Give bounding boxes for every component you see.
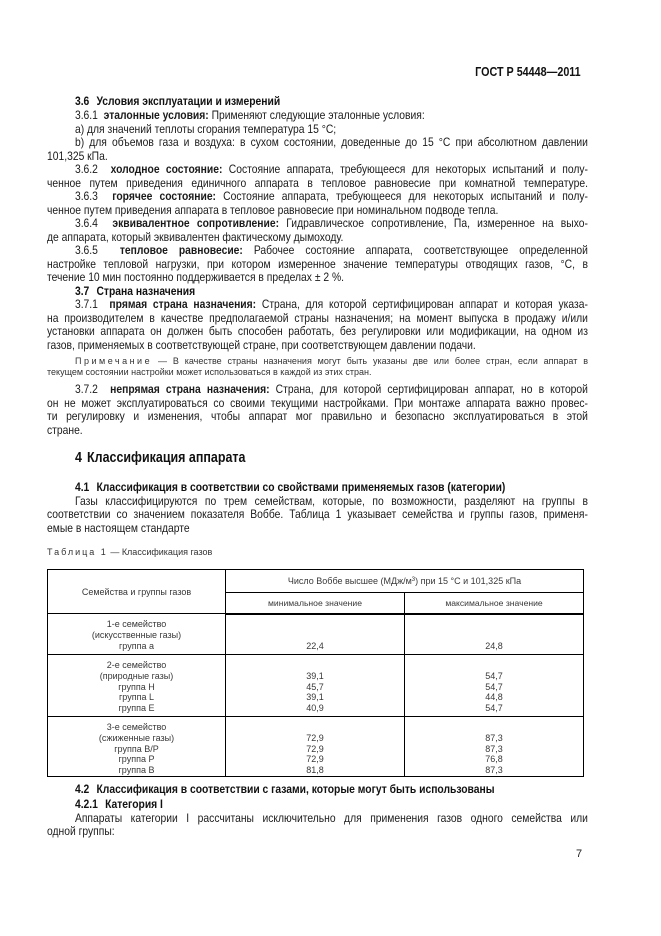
term: эталонные условия:: [103, 109, 209, 123]
term: эквивалентное сопротивление:: [112, 217, 280, 231]
paragraph-3-7-1-line-4: газов, применяемых в соответствующей стране, при соответствующем давлении подачи.: [47, 338, 476, 352]
paragraph-4-1-line-1: Газы классифицируются по трем семействам, которые, по возможности, разделяют на группы в: [74, 494, 588, 508]
paragraph-3-6-5-line-2: настройке тепловой нагрузки, при котором измеренное значение температуры отводящих газов, °С, в: [47, 257, 588, 271]
paragraph-3-6-4-line-1: [47, 217, 588, 231]
max-value: 24,8: [485, 641, 503, 652]
heading-title: Классификация в соответствии со свойствами применяемых газов (категории): [96, 481, 506, 495]
definition-text: Применяют следующие эталонные условия:: [211, 109, 425, 123]
heading-number: 4.1: [74, 481, 90, 495]
heading-title: Классификация аппарата: [87, 450, 246, 466]
max-value: 54,7: [485, 681, 503, 692]
wobbe-header-text: Число Воббе высшее (МДж/м: [287, 576, 412, 586]
section-4-2: [47, 782, 588, 839]
min-value: 40,9: [306, 703, 324, 714]
clause-number: 3.7.2: [74, 383, 98, 397]
max-value: [405, 722, 583, 733]
paragraph-4-2-1-line-1: Аппараты категории I рассчитаны исключительно для применения газов одного семейства или: [74, 811, 588, 825]
family-cell: [48, 717, 226, 777]
section-4-heading-block: [47, 449, 588, 467]
family-line: 1-е семейство: [106, 619, 167, 629]
table-caption-title: — Классификация газов: [110, 546, 213, 557]
min-value: 72,9: [306, 743, 324, 754]
min-value: [226, 620, 404, 631]
table-caption: [47, 547, 588, 558]
heading-title: Страна назначения: [96, 284, 196, 298]
paragraph-3-7-2-line-3: ти регулировку и изменения, чтобы аппарат мог правильно и безопасно эксплуатироваться в этой: [47, 410, 588, 424]
max-value: [405, 630, 583, 641]
clause-number: 3.6.2: [74, 163, 98, 177]
family-line: 3-е семейство: [106, 722, 167, 732]
family-line: группа E: [118, 703, 155, 714]
family-line: группа P: [118, 754, 155, 765]
family-line: группа B: [118, 765, 155, 776]
definition-text: Состояние аппарата, требующееся для некоторых испытаний и полу-: [223, 190, 588, 204]
term: холодное состояние:: [110, 163, 223, 177]
family-line: группа B/P: [114, 743, 159, 754]
max-value-cell: [405, 717, 584, 777]
paragraph-3-7-2-line-4: стране.: [47, 423, 83, 437]
min-value-cell: [226, 717, 405, 777]
paragraph-4-2-1-line-2: одной группы:: [47, 825, 115, 839]
heading-3-7: [47, 285, 588, 299]
heading-3-6: [47, 94, 588, 109]
term: горячее состояние:: [112, 190, 217, 204]
min-value: 22,4: [306, 641, 324, 652]
page-number: 7: [576, 848, 583, 860]
paragraph-3-6-4-line-2: де аппарата, который эквивалентен фактическому дымоходу.: [47, 230, 344, 244]
term: прямая страна назначения:: [109, 298, 257, 312]
list-item-b-line-2: 101,325 кПа.: [47, 149, 108, 163]
min-value-cell: [226, 614, 405, 655]
table-header-row-1: [48, 570, 584, 593]
heading-number: 3.7: [74, 284, 90, 298]
clause-number: 3.7.1: [74, 298, 98, 312]
wobbe-header-superscript: 3: [411, 577, 416, 583]
paragraph-3-7-1-line-2: на производителем в качестве предполагаемой страны назначения; на момент выпуска в продажу и/или: [47, 311, 588, 325]
definition-text: Состояние аппарата, требующееся для некоторых испытаний и полу-: [228, 163, 588, 177]
paragraph-3-6-2-line-1: [47, 163, 588, 177]
clause-number: 3.6.4: [74, 217, 98, 231]
max-value: 44,8: [485, 692, 503, 703]
term: тепловое равновесие:: [119, 244, 243, 258]
term: непрямая страна назначения:: [110, 383, 270, 397]
max-value: [405, 620, 583, 631]
definition-text: Гидравлическое сопротивление, Па, измеренное на выхо-: [286, 217, 588, 231]
min-value: 45,7: [306, 681, 324, 692]
section-4-1: [47, 481, 588, 535]
max-value: 87,3: [485, 765, 503, 776]
family-cell: [48, 655, 226, 717]
family-line: 2-е семейство: [106, 660, 167, 670]
heading-4-1: [47, 481, 588, 495]
definition-text: Страна, для которой сертифицирован аппарат и которая указа-: [261, 298, 588, 312]
paragraph-3-7-1-line-3: установки аппарата он должен быть способен работать, без регулировки или модификации, на одном из: [47, 325, 588, 339]
definition-text: Рабочее состояние аппарата, соответствующее определенной: [253, 244, 588, 258]
heading-number: 4: [74, 450, 82, 466]
max-value-cell: [405, 614, 584, 655]
min-value: 81,8: [306, 765, 324, 776]
clause-number: 3.6.5: [74, 244, 98, 258]
note-label: Примечание: [75, 355, 153, 366]
paragraph-4-1-line-3: емые в настоящем стандарте: [47, 521, 190, 535]
clause-number: 3.6.1: [74, 109, 98, 123]
min-value: 39,1: [306, 692, 324, 703]
min-value: [226, 722, 404, 733]
note-line-2: текущем состоянии настройки может использоваться в каждой из этих стран.: [47, 366, 372, 377]
min-value-cell: [226, 655, 405, 717]
heading-number: 3.6: [74, 94, 90, 109]
table-row: [48, 655, 584, 717]
table-row: [48, 614, 584, 655]
paragraph-3-6-3-line-1: [47, 190, 588, 204]
paragraph-3-6-3-line-2: ченное путем приведения аппарата в тепловое равновесие при номинальном подводе тепла.: [47, 203, 499, 217]
definition-text: Страна, для которой сертифицирован аппарат, но в которой: [275, 383, 588, 397]
col-header-max: максимальное значение: [405, 593, 584, 614]
max-value: 76,8: [485, 754, 503, 765]
paragraph-3-6-1: [47, 109, 588, 123]
list-item-b-line-1: b) для объемов газа и воздуха: в сухом состоянии, доведенные до 15 °С при абсолютном давлении: [74, 136, 588, 150]
heading-title: Условия эксплуатации и измерений: [96, 94, 281, 109]
family-line: (сжиженные газы): [98, 732, 175, 743]
paragraph-4-1-line-2: соответствии со значением показателя Воббе. Таблица 1 указывает семейства и группы газов, применя-: [47, 508, 588, 522]
clause-number: 3.6.3: [74, 190, 98, 204]
wobbe-header-text-end: ) при 15 °С и 101,325 кПа: [415, 576, 522, 586]
heading-number: 4.2.1: [74, 796, 98, 811]
min-value: [226, 660, 404, 671]
document-code-header: ГОСТ Р 54448—2011: [475, 65, 581, 79]
family-line: группа H: [118, 681, 155, 692]
family-line: группа а: [119, 640, 154, 651]
heading-4-2-1: [47, 797, 588, 812]
table-row: [48, 717, 584, 777]
paragraph-3-7-2-line-1: [47, 383, 588, 397]
table-caption-label: Таблица 1: [47, 546, 108, 557]
paragraph-3-7-2-line-2: он не может эксплуатироваться со своими текущими настройками. При монтаже аппарата важно провес-: [47, 396, 588, 410]
note-line-1: [47, 356, 588, 367]
heading-title: Категория I: [105, 796, 163, 811]
min-value: 72,9: [306, 754, 324, 765]
heading-title: Классификация в соответствии с газами, которые могут быть использованы: [96, 782, 495, 797]
heading-number: 4.2: [74, 782, 90, 797]
col-header-families: Семейства и группы газов: [48, 570, 226, 614]
max-value: 87,3: [485, 732, 503, 743]
family-cell: [48, 614, 226, 655]
min-value: [226, 630, 404, 641]
heading-4: [47, 449, 588, 467]
family-line: (искусственные газы): [91, 629, 182, 640]
section-3-6-and-3-7-1: [47, 94, 588, 352]
col-header-wobbe: [226, 570, 584, 593]
paragraph-3-7-1-line-1: [47, 298, 588, 312]
max-value: [405, 660, 583, 671]
paragraph-3-7-2: [47, 383, 588, 437]
min-value: 39,1: [306, 670, 324, 681]
paragraph-3-6-5-line-3: течение 10 мин постоянно поддерживается в пределах ± 2 %.: [47, 271, 345, 285]
max-value: 54,7: [485, 703, 503, 714]
note-block: [47, 356, 588, 378]
table-gas-classification: [47, 569, 584, 777]
max-value: 87,3: [485, 743, 503, 754]
min-value: 72,9: [306, 732, 324, 743]
list-item-a: а) для значений теплоты сгорания температура 15 °С;: [74, 122, 337, 136]
paragraph-3-6-5-line-1: [47, 244, 588, 258]
col-header-min: минимальное значение: [226, 593, 405, 614]
family-line: группа L: [119, 692, 154, 703]
max-value-cell: [405, 655, 584, 717]
family-line: (природные газы): [99, 670, 174, 681]
heading-4-2: [47, 782, 588, 797]
paragraph-3-6-2-line-2: ченное путем приведения единичного аппарата в тепловое равновесие при комнатной температуре.: [47, 176, 588, 190]
max-value: 54,7: [485, 670, 503, 681]
note-text: — В качестве страны назначения могут быть указаны две или более стран, если аппарат в: [157, 355, 588, 366]
table-caption-line: [47, 547, 588, 558]
